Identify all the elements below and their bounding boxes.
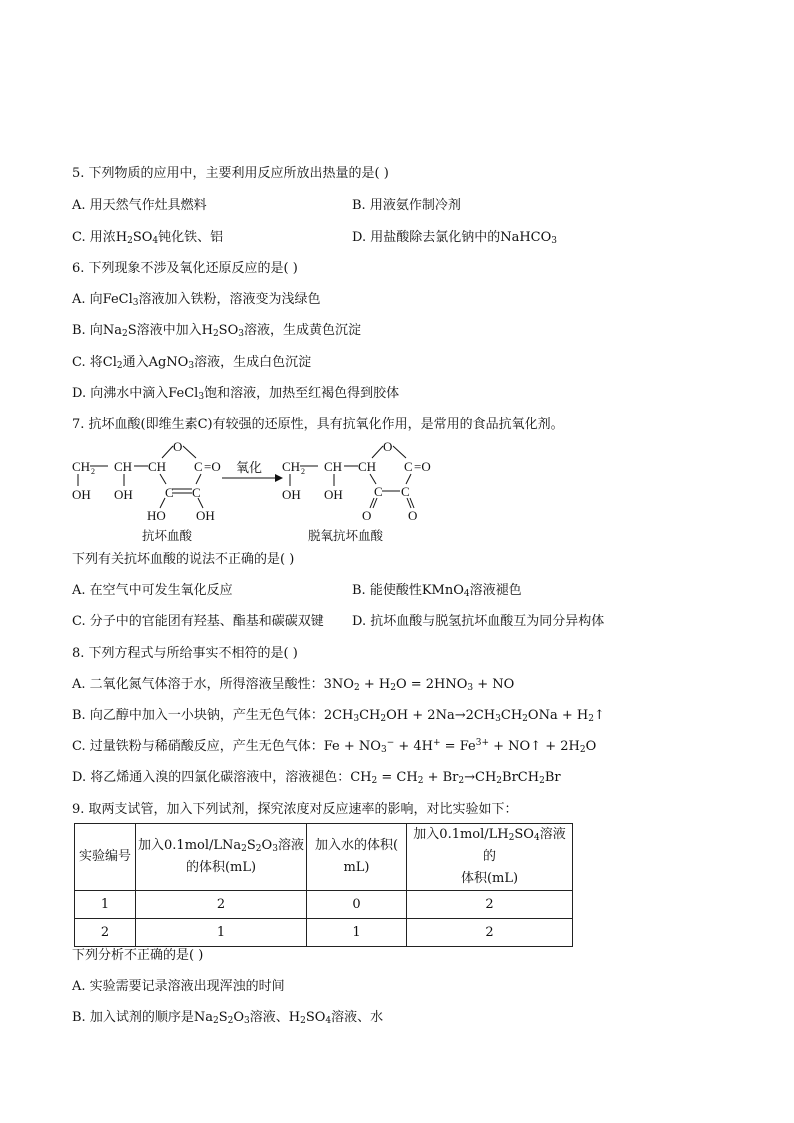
svg-text:OH: OH xyxy=(196,508,215,523)
q9-option-a: A. 实验需要记录溶液出现浑浊的时间 xyxy=(72,979,285,994)
svg-text:OH: OH xyxy=(72,487,91,502)
svg-text:CH: CH xyxy=(324,459,343,474)
q9-question: 下列分析不正确的是( ) xyxy=(72,948,204,963)
ascorbic-acid-reaction-diagram xyxy=(70,436,450,546)
q8-option-a: A. 二氧化氮气体溶于水，所得溶液呈酸性：$3NO_2 + H_2O = 2HNO_3$ + NO xyxy=(72,677,515,693)
svg-text:2: 2 xyxy=(91,467,95,476)
svg-text:CH: CH xyxy=(282,459,301,474)
q7-option-b: B. 能使酸性KMnO$_4$溶液褪色 xyxy=(352,583,522,599)
svg-text:CH: CH xyxy=(114,459,133,474)
header-experiment-number: 实验编号 xyxy=(75,824,136,891)
table-cell: 1 xyxy=(307,919,407,947)
svg-text:O: O xyxy=(383,439,393,454)
svg-text:C: C xyxy=(192,485,201,500)
q9-stem: 9. 取两支试管，加入下列试剂，探究浓度对反应速率的影响，对比实验如下： xyxy=(72,802,518,817)
svg-text:OH: OH xyxy=(324,487,343,502)
q5-option-c: C. 用浓$H_2SO_4$钝化铁、铝 xyxy=(72,230,224,246)
q7-option-c: C. 分子中的官能团有羟基、酯基和碳碳双键 xyxy=(72,614,324,629)
svg-text:C: C xyxy=(165,485,174,500)
q6-option-d: D. 向沸水中滴入FeCl$_3$饱和溶液，加热至红褐色得到胶体 xyxy=(72,386,400,402)
q7-stem: 7. 抗坏血酸(即维生素C)有较强的还原性，具有抗氧化作用，是常用的食品抗氧化剂。 xyxy=(72,417,564,432)
svg-text:O: O xyxy=(408,508,418,523)
table-cell: 1 xyxy=(136,919,307,947)
q8-stem: 8. 下列方程式与所给事实不相符的是( ) xyxy=(72,646,298,661)
table-cell: 2 xyxy=(407,919,573,947)
svg-text:C: C xyxy=(194,459,203,474)
arrow-label: 氧化 xyxy=(236,460,263,475)
table-cell: 0 xyxy=(307,891,407,919)
experiment-table xyxy=(74,823,573,947)
left-caption: 抗坏血酸 xyxy=(142,529,193,543)
header-water-volume: 加入水的体积( mL) xyxy=(307,824,407,891)
svg-text:=O: =O xyxy=(414,459,431,474)
table-row xyxy=(75,919,573,947)
q5-option-a: A. 用天然气作灶具燃料 xyxy=(72,198,207,213)
right-caption: 脱氧抗坏血酸 xyxy=(308,529,384,543)
svg-text:C: C xyxy=(401,484,410,499)
q7-question: 下列有关抗坏血酸的说法不正确的是( ) xyxy=(72,552,295,567)
header-na2s2o3-volume: 加入$0.1mol/LNa_2S_2O_3$溶液 的体积(mL) xyxy=(136,824,307,891)
table-cell: 2 xyxy=(407,891,573,919)
q6-option-c: C. 将$Cl_2$通入AgNO$_3$溶液，生成白色沉淀 xyxy=(72,355,312,371)
table-cell: 2 xyxy=(75,919,136,947)
q5-option-d: D. 用盐酸除去氯化钠中的NaHCO$_3$ xyxy=(352,230,558,246)
svg-text:O: O xyxy=(362,508,372,523)
svg-text:2: 2 xyxy=(301,467,305,476)
header-h2so4-volume: 加入$0.1mol/LH_2SO_4$溶液的 体积(mL) xyxy=(407,824,573,891)
svg-text:OH: OH xyxy=(282,487,301,502)
q5-stem: 5. 下列物质的应用中，主要利用反应所放出热量的是( ) xyxy=(72,166,389,181)
svg-text:CH: CH xyxy=(358,459,377,474)
svg-text:O: O xyxy=(173,439,183,454)
svg-text:HO: HO xyxy=(147,508,166,523)
q5-option-b: B. 用液氨作制冷剂 xyxy=(352,198,461,213)
table-cell: 2 xyxy=(136,891,307,919)
q9-option-b: B. 加入试剂的顺序是$Na_2S_2O_3$溶液、$H_2SO_4$溶液、水 xyxy=(72,1010,384,1026)
svg-text:C: C xyxy=(374,484,383,499)
q6-option-b: B. 向$Na_2S$溶液中加入$H_2SO_3$溶液，生成黄色沉淀 xyxy=(72,323,361,339)
q8-option-c: C. 过量铁粉与稀硝酸反应，产生无色气体：$Fe + NO_3^- + 4H^+ = Fe^{3+}$ + NO↑ + $2H_2O$ xyxy=(72,738,597,755)
svg-text:C: C xyxy=(404,459,413,474)
table-header-row xyxy=(75,824,573,891)
q8-option-b: B. 向乙醇中加入一小块钠，产生无色气体：$2CH_3CH_2OH + 2Na\to 2CH_3CH_2ONa$ + $H_2↑$ xyxy=(72,708,605,724)
svg-text:CH: CH xyxy=(148,459,167,474)
q6-stem: 6. 下列现象不涉及氧化还原反应的是( ) xyxy=(72,261,298,276)
table-row xyxy=(75,891,573,919)
q7-option-d: D. 抗坏血酸与脱氢抗坏血酸互为同分异构体 xyxy=(352,614,605,629)
q7-option-a: A. 在空气中可发生氧化反应 xyxy=(72,583,233,598)
q8-option-d: D. 将乙烯通入溴的四氯化碳溶液中，溶液褪色：$CH_2 = CH_2$ + $Br_2\to CH_2BrCH_2Br$ xyxy=(72,770,561,786)
svg-text:CH: CH xyxy=(72,459,91,474)
q6-option-a: A. 向FeCl$_3$溶液加入铁粉，溶液变为浅绿色 xyxy=(72,292,321,308)
svg-text:=O: =O xyxy=(204,459,221,474)
svg-text:OH: OH xyxy=(114,487,133,502)
table-cell: 1 xyxy=(75,891,136,919)
